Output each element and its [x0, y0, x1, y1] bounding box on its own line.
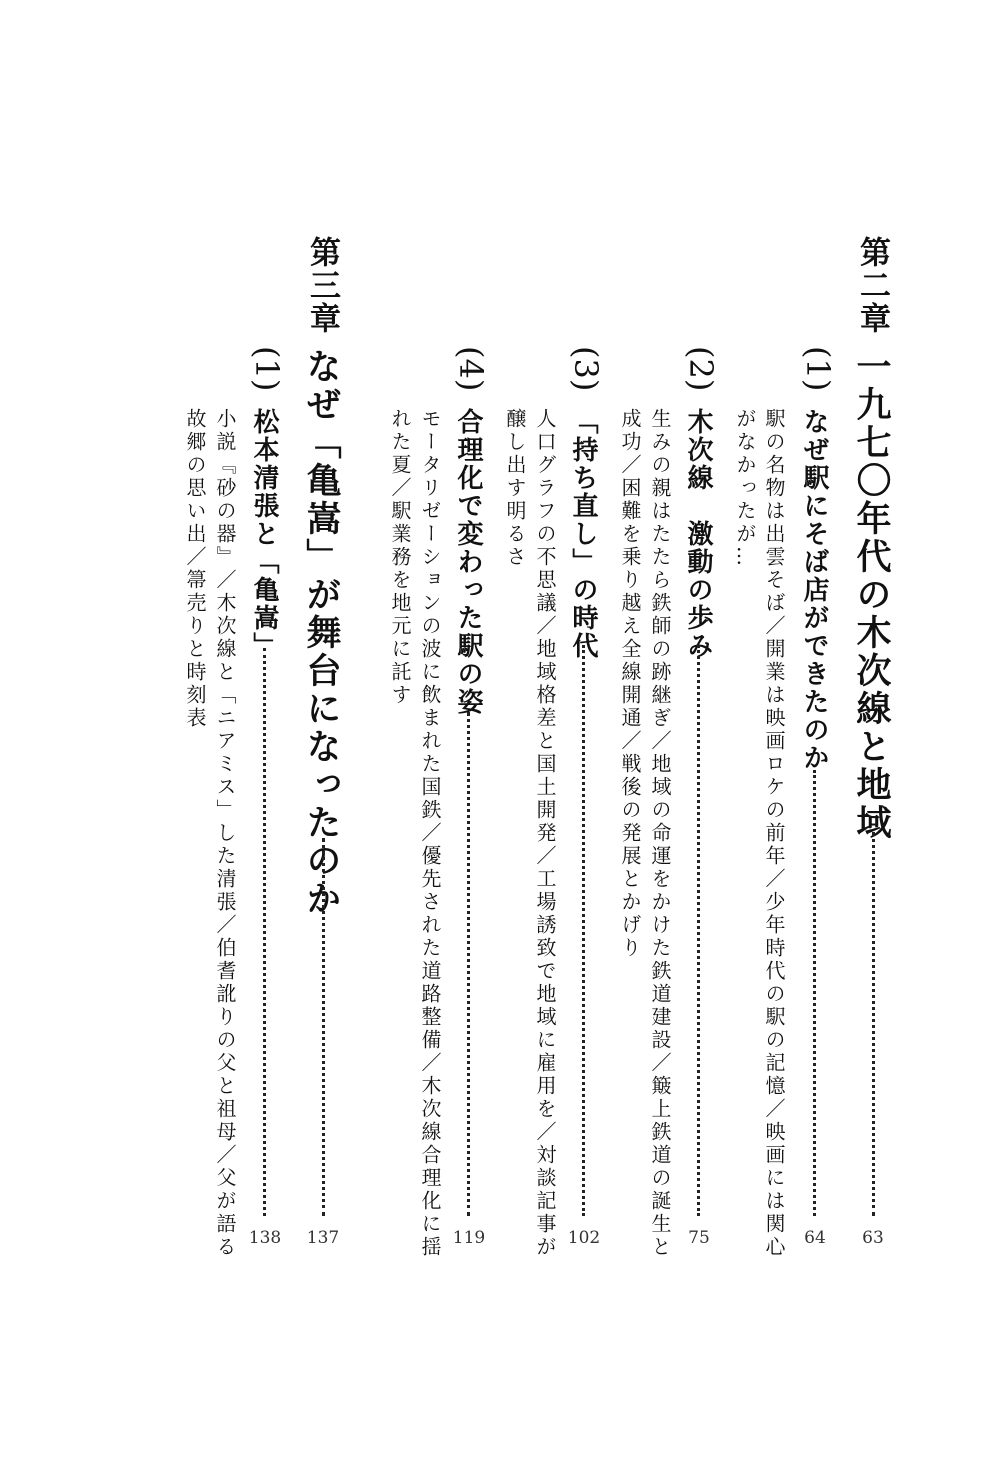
chapter-2-section-1-title: なぜ駅にそば店ができたのか — [799, 408, 829, 772]
chapter-3-page: 137 — [306, 1228, 340, 1248]
chapter-3-section-1-title: 松本清張と「亀嵩」 — [249, 408, 279, 660]
chapter-2-page: 63 — [862, 1228, 884, 1248]
chapter-3-section-1-number: (1) — [248, 346, 286, 392]
chapter-2-title: 一九七〇年代の木次線と地域 — [851, 348, 892, 842]
chapter-2-section-3-title: 「持ち直し」の時代 — [568, 408, 598, 660]
chapter-2-section-2-leader — [697, 645, 700, 1216]
chapter-2-section-1-summary-line-2: がなかったが… — [733, 408, 757, 569]
chapter-2-section-4-number: (4) — [452, 346, 490, 392]
chapter-3-section-1-leader — [263, 648, 266, 1216]
chapter-2-section-3-page: 102 — [567, 1228, 601, 1248]
chapter-3-section-1-summary-line-2: 故郷の思い出／箒売りと時刻表 — [183, 408, 207, 730]
chapter-3-section-1-summary-line-1: 小説『砂の器』／木次線と「ニアミス」した清張／伯耆訛りの父と祖母／父が語る — [213, 408, 237, 1259]
chapter-2-section-2-number: (2) — [682, 346, 720, 392]
chapter-2-section-4-leader — [467, 712, 470, 1216]
chapter-2-section-2-title: 木次線 激動の歩み — [683, 408, 713, 660]
chapter-3-leader — [322, 838, 325, 1216]
chapter-2-section-2-page: 75 — [688, 1228, 710, 1248]
chapter-2-section-3-leader — [582, 645, 585, 1216]
chapter-2-section-2-summary-line-2: 成功／困難を乗り越え全線開通／戦後の発展とかげり — [618, 408, 642, 960]
chapter-2-section-2-summary-line-1: 生みの親はたたら鉄師の跡継ぎ／地域の命運をかけた鉄道建設／簸上鉄道の誕生と — [648, 408, 672, 1259]
chapter-2-section-4-summary-line-2: れた夏／駅業務を地元に託す — [388, 408, 412, 707]
chapter-2-leader — [872, 832, 875, 1216]
chapter-2-section-3-number: (3) — [567, 346, 605, 392]
chapter-2-label: 第二章 — [854, 236, 890, 335]
chapter-3-label: 第三章 — [304, 236, 340, 335]
chapter-2-section-3-summary-line-1: 人口グラフの不思議／地域格差と国土開発／工場誘致で地域に雇用を／対談記事が — [533, 408, 557, 1259]
chapter-3-section-1-page: 138 — [248, 1228, 282, 1248]
chapter-2-section-1-summary-line-1: 駅の名物は出雲そば／開業は映画ロケの前年／少年時代の駅の記憶／映画には関心 — [762, 408, 786, 1259]
chapter-3-title: なぜ「亀嵩」が舞台になったのか — [301, 348, 342, 918]
chapter-2-section-1-leader — [813, 770, 816, 1216]
chapter-2-section-1-page: 64 — [804, 1228, 826, 1248]
chapter-2-section-3-summary-line-2: 醸し出す明るさ — [503, 408, 527, 569]
chapter-2-section-4-page: 119 — [452, 1228, 486, 1248]
chapter-2-section-4-summary-line-1: モータリゼーションの波に飲まれた国鉄／優先された道路整備／木次線合理化に揺 — [418, 408, 442, 1259]
chapter-2-section-1-number: (1) — [799, 346, 837, 392]
chapter-2-section-4-title: 合理化で変わった駅の姿 — [453, 408, 483, 716]
